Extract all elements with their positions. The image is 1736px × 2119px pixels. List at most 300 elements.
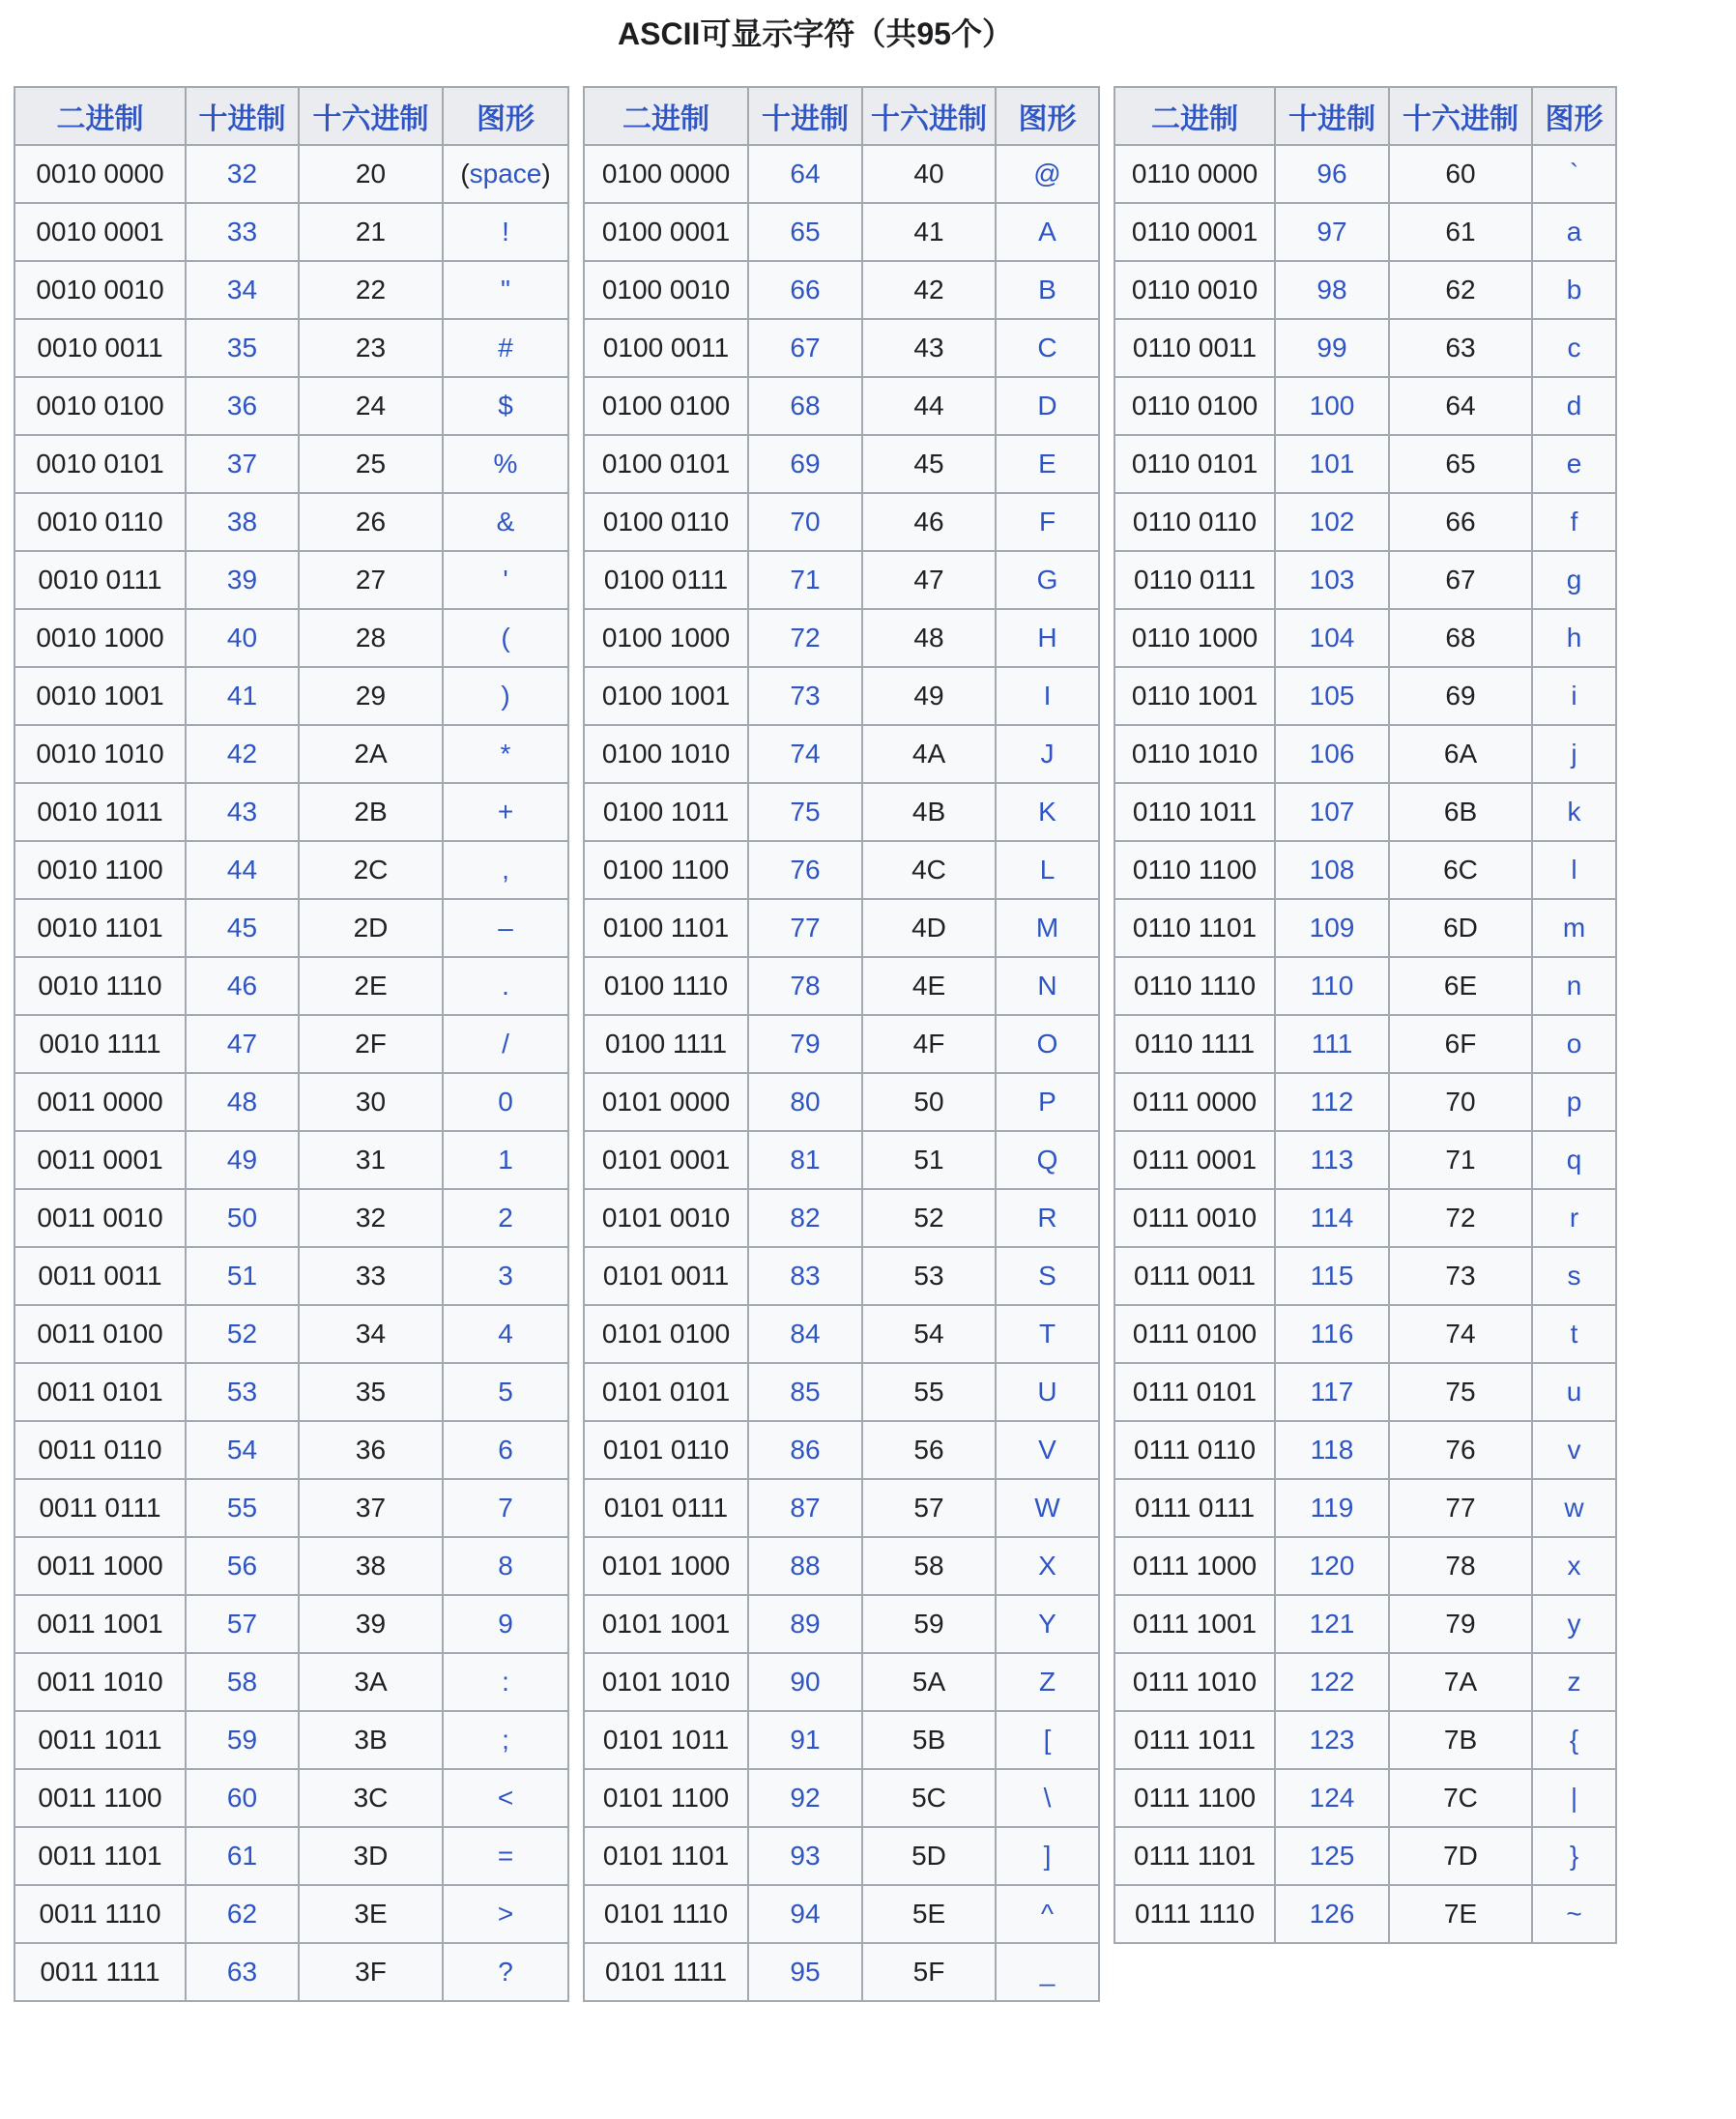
decimal-link[interactable]: 36 (226, 391, 258, 421)
decimal-cell (186, 1769, 299, 1827)
glyph-link[interactable]: & (496, 507, 515, 537)
hex-value: 55 (862, 1363, 996, 1421)
column-header-decimal[interactable]: 十进制 (748, 87, 862, 145)
decimal-link[interactable]: 86 (790, 1435, 821, 1465)
glyph-cell (443, 1189, 568, 1247)
hex-value: 69 (1389, 667, 1532, 725)
glyph-link[interactable]: * (500, 739, 511, 769)
glyph-link[interactable]: z (1567, 1667, 1581, 1697)
decimal-link[interactable]: 62 (226, 1899, 258, 1929)
decimal-link[interactable]: 100 (1309, 391, 1355, 421)
glyph-link[interactable]: ` (1569, 159, 1579, 189)
glyph-link[interactable]: p (1566, 1087, 1582, 1117)
decimal-link[interactable]: 80 (790, 1087, 821, 1117)
decimal-link[interactable]: 106 (1309, 739, 1355, 769)
decimal-link[interactable]: 122 (1309, 1667, 1355, 1697)
column-header-hex[interactable]: 十六进制 (1389, 87, 1532, 145)
glyph-link[interactable]: d (1566, 391, 1582, 421)
column-header-glyph[interactable]: 图形 (443, 87, 568, 145)
decimal-link[interactable]: 63 (226, 1957, 258, 1987)
glyph-link[interactable]: 9 (498, 1609, 513, 1639)
glyph-link[interactable]: b (1566, 275, 1582, 305)
decimal-link[interactable]: 38 (226, 507, 258, 537)
decimal-cell (1275, 203, 1389, 261)
column-header-decimal[interactable]: 十进制 (1275, 87, 1389, 145)
hex-value: 66 (1389, 493, 1532, 551)
hex-value: 36 (299, 1421, 443, 1479)
glyph-link[interactable]: 6 (498, 1435, 513, 1465)
decimal-link[interactable]: 103 (1309, 565, 1355, 595)
hex-value: 5E (862, 1885, 996, 1943)
glyph-link[interactable]: ] (1043, 1841, 1052, 1871)
hex-value: 39 (299, 1595, 443, 1653)
glyph-link[interactable]: ~ (1566, 1899, 1582, 1929)
glyph-cell: (space) (443, 145, 568, 203)
table-row (14, 1769, 568, 1827)
table-row (1114, 1247, 1616, 1305)
hex-value: 50 (862, 1073, 996, 1131)
decimal-cell (1275, 1363, 1389, 1421)
glyph-link[interactable]: [ (1043, 1725, 1052, 1755)
decimal-link[interactable]: 104 (1309, 623, 1355, 653)
glyph-link[interactable]: , (502, 855, 509, 885)
decimal-link[interactable]: 95 (790, 1957, 821, 1987)
decimal-link[interactable]: 125 (1309, 1841, 1355, 1871)
glyph-cell (443, 609, 568, 667)
table-row (584, 957, 1099, 1015)
decimal-cell (748, 899, 862, 957)
decimal-cell (186, 203, 299, 261)
glyph-link[interactable]: – (498, 913, 513, 943)
decimal-link[interactable]: 64 (790, 159, 821, 189)
decimal-link[interactable]: 98 (1316, 275, 1347, 305)
glyph-link[interactable]: a (1566, 217, 1582, 247)
decimal-link[interactable]: 73 (790, 681, 821, 711)
glyph-link[interactable]: g (1566, 565, 1582, 595)
decimal-cell (186, 1421, 299, 1479)
glyph-link[interactable]: ; (502, 1725, 509, 1755)
decimal-link[interactable]: 39 (226, 565, 258, 595)
decimal-link[interactable]: 123 (1309, 1725, 1355, 1755)
glyph-link[interactable]: Q (1036, 1145, 1058, 1175)
table-row (1114, 1769, 1616, 1827)
glyph-link[interactable]: V (1038, 1435, 1056, 1465)
decimal-link[interactable]: 118 (1310, 1435, 1354, 1465)
glyph-cell (1532, 1537, 1616, 1595)
decimal-link[interactable]: 66 (790, 275, 821, 305)
glyph-link[interactable]: / (502, 1029, 509, 1059)
glyph-link[interactable]: 3 (498, 1261, 513, 1291)
glyph-link[interactable]: : (502, 1667, 509, 1697)
glyph-link[interactable]: + (497, 797, 514, 827)
table-row (14, 609, 568, 667)
decimal-link[interactable]: 90 (790, 1667, 821, 1697)
glyph-link[interactable]: y (1567, 1609, 1581, 1639)
glyph-link[interactable]: { (1569, 1725, 1579, 1755)
table-row (584, 1653, 1099, 1711)
glyph-link[interactable]: N (1037, 971, 1057, 1001)
glyph-link[interactable]: 5 (498, 1377, 513, 1407)
column-header-binary[interactable]: 二进制 (14, 87, 186, 145)
glyph-link[interactable]: 7 (498, 1493, 513, 1523)
glyph-link[interactable]: % (493, 449, 518, 479)
decimal-cell (1275, 1595, 1389, 1653)
glyph-link[interactable]: E (1038, 449, 1056, 479)
binary-value: 0010 1000 (14, 609, 186, 667)
decimal-link[interactable]: 65 (790, 217, 821, 247)
decimal-link[interactable]: 52 (226, 1319, 258, 1349)
decimal-cell (186, 1653, 299, 1711)
table-row (14, 899, 568, 957)
decimal-link[interactable]: 48 (226, 1087, 258, 1117)
glyph-link[interactable]: ( (501, 623, 510, 653)
binary-value: 0101 1101 (584, 1827, 748, 1885)
glyph-link[interactable]: k (1567, 797, 1581, 827)
binary-value: 0101 1110 (584, 1885, 748, 1943)
decimal-cell (186, 1827, 299, 1885)
glyph-link[interactable]: q (1566, 1145, 1582, 1175)
glyph-link[interactable]: space (469, 159, 542, 189)
glyph-link[interactable]: J (1040, 739, 1055, 769)
decimal-link[interactable]: 33 (226, 217, 258, 247)
glyph-link[interactable]: n (1566, 971, 1582, 1001)
hex-value: 74 (1389, 1305, 1532, 1363)
decimal-link[interactable]: 72 (790, 623, 821, 653)
binary-value: 0111 1001 (1114, 1595, 1275, 1653)
decimal-link[interactable]: 77 (790, 913, 821, 943)
hex-value: 6C (1389, 841, 1532, 899)
binary-value: 0101 0001 (584, 1131, 748, 1189)
glyph-link[interactable]: v (1567, 1435, 1581, 1465)
decimal-link[interactable]: 40 (226, 623, 258, 653)
binary-value: 0100 1010 (584, 725, 748, 783)
binary-value: 0010 0101 (14, 435, 186, 493)
decimal-link[interactable]: 34 (226, 275, 258, 305)
decimal-link[interactable]: 75 (790, 797, 821, 827)
decimal-link[interactable]: 42 (226, 739, 258, 769)
header-row (1114, 87, 1616, 145)
column-header-decimal[interactable]: 十进制 (186, 87, 299, 145)
decimal-link[interactable]: 71 (790, 565, 821, 595)
table-row (584, 1943, 1099, 2001)
column-header-glyph[interactable]: 图形 (1532, 87, 1616, 145)
decimal-link[interactable]: 92 (790, 1783, 821, 1813)
column-header-hex[interactable]: 十六进制 (299, 87, 443, 145)
decimal-link[interactable]: 112 (1310, 1087, 1354, 1117)
glyph-link[interactable]: r (1569, 1203, 1579, 1233)
decimal-link[interactable]: 58 (226, 1667, 258, 1697)
glyph-link[interactable]: 0 (498, 1087, 513, 1117)
decimal-link[interactable]: 124 (1309, 1783, 1355, 1813)
table-row (584, 435, 1099, 493)
decimal-link[interactable]: 82 (790, 1203, 821, 1233)
decimal-link[interactable]: 109 (1309, 913, 1355, 943)
glyph-link[interactable]: < (497, 1783, 514, 1813)
glyph-link[interactable]: | (1570, 1783, 1578, 1813)
hex-value: 44 (862, 377, 996, 435)
table-row (584, 899, 1099, 957)
decimal-link[interactable]: 89 (790, 1609, 821, 1639)
binary-value: 0011 1101 (14, 1827, 186, 1885)
table-row (584, 145, 1099, 203)
decimal-link[interactable]: 45 (226, 913, 258, 943)
decimal-link[interactable]: 85 (790, 1377, 821, 1407)
decimal-link[interactable]: 76 (790, 855, 821, 885)
decimal-cell (186, 319, 299, 377)
decimal-link[interactable]: 78 (790, 971, 821, 1001)
glyph-link[interactable]: 1 (498, 1145, 513, 1175)
glyph-link[interactable]: X (1038, 1551, 1056, 1581)
glyph-link[interactable]: u (1566, 1377, 1582, 1407)
glyph-cell (1532, 899, 1616, 957)
hex-value: 3A (299, 1653, 443, 1711)
glyph-link[interactable]: t (1570, 1319, 1578, 1349)
glyph-link[interactable]: A (1038, 217, 1056, 247)
table-row (14, 1479, 568, 1537)
glyph-link[interactable]: \ (1043, 1783, 1052, 1813)
table-row (1114, 203, 1616, 261)
decimal-link[interactable]: 111 (1311, 1029, 1353, 1059)
glyph-link[interactable]: H (1037, 623, 1057, 653)
glyph-link[interactable]: D (1037, 391, 1057, 421)
table-row (584, 493, 1099, 551)
decimal-link[interactable]: 54 (226, 1435, 258, 1465)
hex-value: 58 (862, 1537, 996, 1595)
table-row (14, 1131, 568, 1189)
decimal-link[interactable]: 102 (1309, 507, 1355, 537)
glyph-link[interactable]: L (1039, 855, 1056, 885)
table-row (1114, 1595, 1616, 1653)
decimal-link[interactable]: 55 (226, 1493, 258, 1523)
glyph-link[interactable]: _ (1039, 1957, 1056, 1987)
hex-value: 4F (862, 1015, 996, 1073)
hex-value: 28 (299, 609, 443, 667)
glyph-link[interactable]: Z (1038, 1667, 1056, 1697)
decimal-cell (1275, 1479, 1389, 1537)
glyph-link[interactable]: s (1567, 1261, 1581, 1291)
glyph-link[interactable]: ' (503, 565, 508, 595)
decimal-cell (748, 1827, 862, 1885)
decimal-link[interactable]: 119 (1310, 1493, 1354, 1523)
table-row (14, 145, 568, 203)
decimal-cell (186, 377, 299, 435)
decimal-link[interactable]: 93 (790, 1841, 821, 1871)
decimal-link[interactable]: 35 (226, 333, 258, 363)
glyph-cell (443, 1711, 568, 1769)
decimal-link[interactable]: 70 (790, 507, 821, 537)
decimal-link[interactable]: 91 (790, 1725, 821, 1755)
table-row (584, 1363, 1099, 1421)
glyph-link[interactable]: G (1036, 565, 1058, 595)
glyph-link[interactable]: > (497, 1899, 514, 1929)
table-row (1114, 261, 1616, 319)
decimal-link[interactable]: 83 (790, 1261, 821, 1291)
decimal-link[interactable]: 57 (226, 1609, 258, 1639)
hex-value: 34 (299, 1305, 443, 1363)
glyph-link[interactable]: I (1043, 681, 1052, 711)
glyph-link[interactable]: S (1038, 1261, 1056, 1291)
decimal-link[interactable]: 115 (1310, 1261, 1354, 1291)
glyph-link[interactable]: # (498, 333, 513, 363)
decimal-link[interactable]: 96 (1316, 159, 1347, 189)
glyph-link[interactable]: R (1037, 1203, 1057, 1233)
glyph-cell (996, 899, 1099, 957)
glyph-link[interactable]: = (497, 1841, 514, 1871)
decimal-link[interactable]: 116 (1310, 1319, 1354, 1349)
glyph-link[interactable]: C (1037, 333, 1057, 363)
glyph-link[interactable]: } (1569, 1841, 1579, 1871)
decimal-link[interactable]: 120 (1309, 1551, 1355, 1581)
glyph-link[interactable]: ? (498, 1957, 513, 1987)
decimal-link[interactable]: 47 (226, 1029, 258, 1059)
glyph-link[interactable]: 8 (498, 1551, 513, 1581)
glyph-link[interactable]: F (1038, 507, 1056, 537)
glyph-link[interactable]: U (1037, 1377, 1057, 1407)
binary-value: 0100 1111 (584, 1015, 748, 1073)
decimal-link[interactable]: 87 (790, 1493, 821, 1523)
binary-value: 0011 1011 (14, 1711, 186, 1769)
decimal-link[interactable]: 105 (1309, 681, 1355, 711)
decimal-link[interactable]: 44 (226, 855, 258, 885)
decimal-cell (748, 377, 862, 435)
decimal-link[interactable]: 68 (790, 391, 821, 421)
decimal-link[interactable]: 107 (1309, 797, 1355, 827)
decimal-link[interactable]: 110 (1310, 971, 1354, 1001)
glyph-link[interactable]: K (1038, 797, 1056, 827)
glyph-link[interactable]: ! (502, 217, 509, 247)
glyph-cell (996, 1595, 1099, 1653)
table-row (1114, 899, 1616, 957)
column-header-binary[interactable]: 二进制 (1114, 87, 1275, 145)
glyph-link[interactable]: c (1567, 333, 1581, 363)
decimal-link[interactable]: 97 (1316, 217, 1347, 247)
table-row (14, 841, 568, 899)
decimal-cell (186, 1885, 299, 1943)
decimal-link[interactable]: 114 (1310, 1203, 1354, 1233)
decimal-link[interactable]: 32 (226, 159, 258, 189)
glyph-link[interactable]: M (1035, 913, 1059, 943)
decimal-link[interactable]: 81 (790, 1145, 821, 1175)
glyph-link[interactable]: w (1564, 1493, 1584, 1523)
glyph-link[interactable]: @ (1033, 159, 1061, 189)
binary-value: 0100 0101 (584, 435, 748, 493)
hex-value: 27 (299, 551, 443, 609)
decimal-link[interactable]: 53 (226, 1377, 258, 1407)
decimal-link[interactable]: 61 (226, 1841, 258, 1871)
glyph-link[interactable]: e (1566, 449, 1582, 479)
glyph-cell (996, 841, 1099, 899)
hex-value: 71 (1389, 1131, 1532, 1189)
decimal-link[interactable]: 101 (1309, 449, 1355, 479)
hex-value: 6A (1389, 725, 1532, 783)
hex-value: 29 (299, 667, 443, 725)
glyph-link[interactable]: Y (1038, 1609, 1056, 1639)
decimal-cell (748, 1073, 862, 1131)
binary-value: 0111 0111 (1114, 1479, 1275, 1537)
glyph-cell (996, 1421, 1099, 1479)
glyph-cell (996, 725, 1099, 783)
glyph-link[interactable]: P (1038, 1087, 1056, 1117)
decimal-link[interactable]: 74 (790, 739, 821, 769)
table-row (1114, 1537, 1616, 1595)
hex-value: 5B (862, 1711, 996, 1769)
decimal-link[interactable]: 94 (790, 1899, 821, 1929)
decimal-cell (186, 1711, 299, 1769)
decimal-link[interactable]: 41 (226, 681, 258, 711)
decimal-link[interactable]: 60 (226, 1783, 258, 1813)
decimal-link[interactable]: 51 (226, 1261, 258, 1291)
column-header-glyph[interactable]: 图形 (996, 87, 1099, 145)
glyph-link[interactable]: x (1567, 1551, 1581, 1581)
decimal-link[interactable]: 50 (226, 1203, 258, 1233)
glyph-link[interactable]: . (502, 971, 509, 1001)
decimal-cell (1275, 1015, 1389, 1073)
glyph-link[interactable]: " (501, 275, 510, 305)
glyph-link[interactable]: O (1036, 1029, 1058, 1059)
glyph-link[interactable]: $ (498, 391, 513, 421)
binary-value: 0011 1100 (14, 1769, 186, 1827)
binary-value: 0010 0000 (14, 145, 186, 203)
glyph-link[interactable]: l (1571, 855, 1577, 885)
decimal-link[interactable]: 117 (1310, 1377, 1354, 1407)
glyph-link[interactable]: ^ (1040, 1899, 1055, 1929)
decimal-link[interactable]: 121 (1309, 1609, 1355, 1639)
decimal-link[interactable]: 99 (1316, 333, 1347, 363)
decimal-link[interactable]: 49 (226, 1145, 258, 1175)
decimal-link[interactable]: 37 (226, 449, 258, 479)
glyph-link[interactable]: 4 (498, 1319, 513, 1349)
decimal-link[interactable]: 108 (1309, 855, 1355, 885)
decimal-link[interactable]: 84 (790, 1319, 821, 1349)
glyph-link[interactable]: i (1571, 681, 1577, 711)
glyph-link[interactable]: o (1566, 1029, 1582, 1059)
glyph-link[interactable]: j (1571, 739, 1577, 769)
decimal-link[interactable]: 59 (226, 1725, 258, 1755)
glyph-link[interactable]: W (1034, 1493, 1060, 1523)
binary-value: 0011 1000 (14, 1537, 186, 1595)
table-row (584, 1827, 1099, 1885)
decimal-link[interactable]: 126 (1309, 1899, 1355, 1929)
decimal-link[interactable]: 88 (790, 1551, 821, 1581)
glyph-link[interactable]: m (1562, 913, 1586, 943)
binary-value: 0110 0011 (1114, 319, 1275, 377)
glyph-link[interactable]: h (1566, 623, 1582, 653)
decimal-link[interactable]: 67 (790, 333, 821, 363)
decimal-cell (748, 1769, 862, 1827)
glyph-link[interactable]: 2 (498, 1203, 513, 1233)
glyph-link[interactable]: ) (501, 681, 510, 711)
decimal-link[interactable]: 69 (790, 449, 821, 479)
column-header-binary[interactable]: 二进制 (584, 87, 748, 145)
binary-value: 0110 1101 (1114, 899, 1275, 957)
glyph-link[interactable]: f (1570, 507, 1578, 537)
decimal-link[interactable]: 113 (1310, 1145, 1354, 1175)
binary-value: 0010 0111 (14, 551, 186, 609)
glyph-link[interactable]: B (1038, 275, 1056, 305)
glyph-cell (996, 1247, 1099, 1305)
decimal-link[interactable]: 43 (226, 797, 258, 827)
decimal-cell (1275, 783, 1389, 841)
binary-value: 0100 1011 (584, 783, 748, 841)
column-header-hex[interactable]: 十六进制 (862, 87, 996, 145)
decimal-link[interactable]: 79 (790, 1029, 821, 1059)
decimal-link[interactable]: 56 (226, 1551, 258, 1581)
decimal-cell (186, 261, 299, 319)
decimal-link[interactable]: 46 (226, 971, 258, 1001)
glyph-cell (1532, 145, 1616, 203)
binary-value: 0111 0010 (1114, 1189, 1275, 1247)
glyph-link[interactable]: T (1038, 1319, 1056, 1349)
